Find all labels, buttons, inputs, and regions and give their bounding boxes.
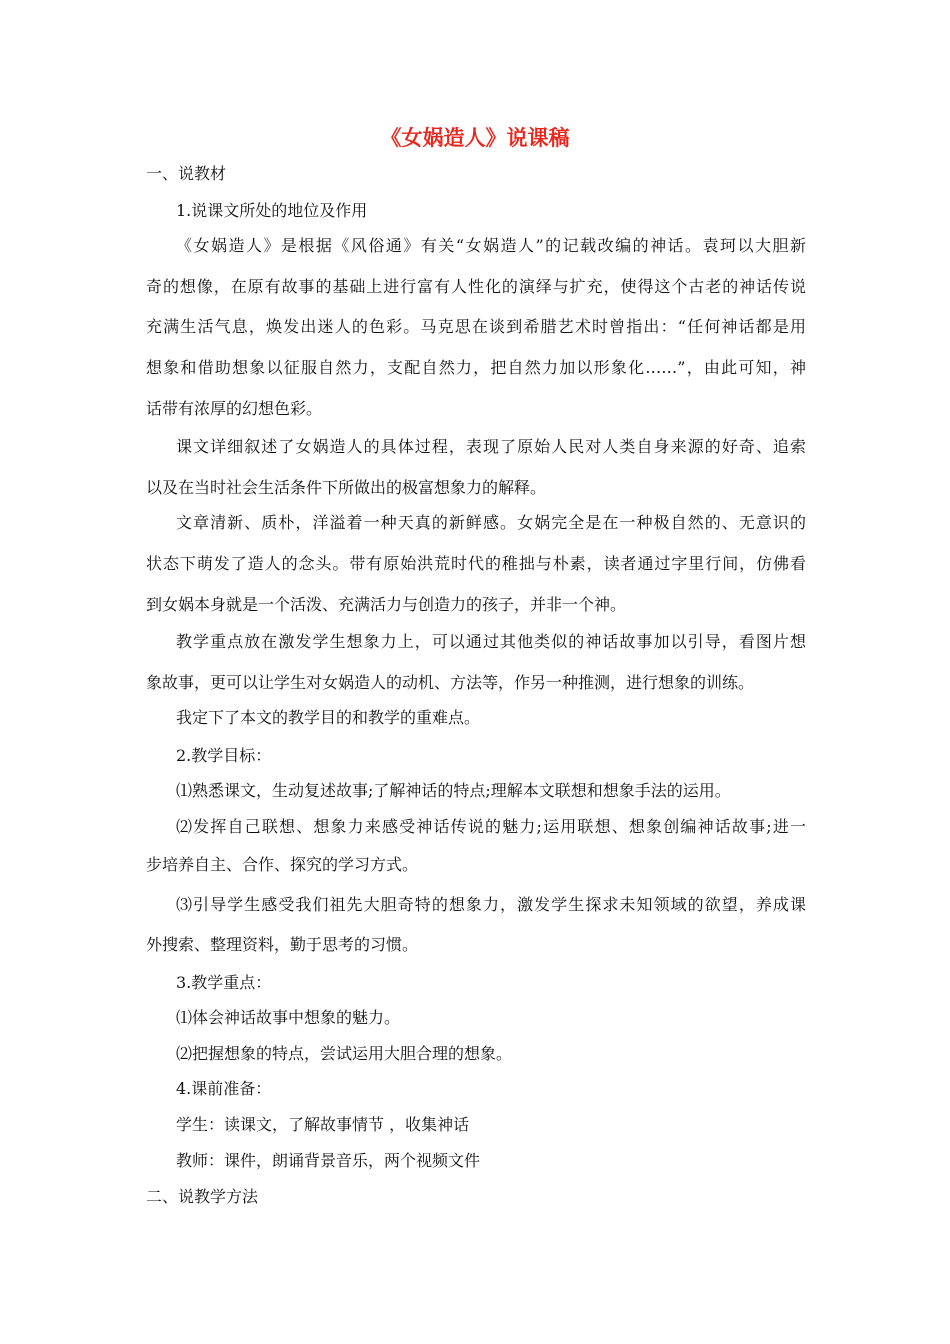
- subheading-preparation: 4.课前准备：: [176, 1079, 272, 1098]
- goal-item: ⑵发挥自己联想、想象力来感受神话传说的魅力;运用联想、想象创编神话故事;进一: [176, 817, 806, 836]
- paragraph-line: 文章清新、质朴，洋溢着一种天真的新鲜感。女娲完全是在一种极自然的、无意识的: [176, 513, 806, 532]
- goal-item: ⑴熟悉课文，生动复述故事;了解神话的特点;理解本文联想和想象手法的运用。: [176, 781, 731, 800]
- key-point-item: ⑴体会神话故事中想象的魅力。: [176, 1008, 401, 1027]
- goal-item: ⑶引导学生感受我们祖先大胆奇特的想象力，激发学生探求未知领域的欲望，养成课: [176, 895, 806, 914]
- paragraph-line: 想象和借助想象以征服自然力，支配自然力，把自然力加以形象化……”，由此可知，神: [146, 358, 806, 377]
- key-point-item: ⑵把握想象的特点，尝试运用大胆合理的想象。: [176, 1044, 513, 1063]
- page-title: 《女娲造人》说课稿: [380, 125, 570, 150]
- paragraph-line: 以及在当时社会生活条件下所做出的极富想象力的解释。: [146, 478, 547, 497]
- subheading-key-points: 3.教学重点：: [176, 973, 272, 992]
- prep-student: 学生：读课文，了解故事情节 ，收集神话: [176, 1115, 470, 1134]
- section-heading-1: 一、说教材: [146, 164, 227, 183]
- paragraph-line: 话带有浓厚的幻想色彩。: [146, 399, 323, 418]
- paragraph-line: 象故事，更可以让学生对女娲造人的动机、方法等，作另一种推测，进行想象的训练。: [146, 673, 755, 692]
- subheading-position: 1.说课文所处的地位及作用: [176, 201, 368, 220]
- paragraph-line: 充满生活气息，焕发出迷人的色彩。马克思在谈到希腊艺术时曾指出：“任何神话都是用: [146, 317, 806, 336]
- goal-item-continued: 步培养自主、合作、探究的学习方式。: [146, 855, 419, 874]
- section-heading-2: 二、说教学方法: [146, 1187, 259, 1206]
- paragraph-line: 教学重点放在激发学生想象力上，可以通过其他类似的神话故事加以引导，看图片想: [176, 632, 806, 651]
- paragraph-line: 《女娲造人》是根据《风俗通》有关“女娲造人”的记载改编的神话。袁珂以大胆新: [176, 236, 806, 255]
- prep-teacher: 教师：课件，朗诵背景音乐，两个视频文件: [176, 1151, 481, 1170]
- paragraph-line: 课文详细叙述了女娲造人的具体过程，表现了原始人民对人类自身来源的好奇、追索: [176, 437, 806, 456]
- goal-item-continued: 外搜索、整理资料，勤于思考的习惯。: [146, 935, 419, 954]
- subheading-goals: 2.教学目标：: [176, 746, 272, 765]
- paragraph-line: 奇的想像，在原有故事的基础上进行富有人性化的演绎与扩充，使得这个古老的神话传说: [146, 277, 806, 296]
- paragraph-line: 到女娲本身就是一个活泼、充满活力与创造力的孩子，并非一个神。: [146, 595, 627, 614]
- paragraph-line: 我定下了本文的教学目的和教学的重难点。: [176, 708, 481, 727]
- paragraph-line: 状态下萌发了造人的念头。带有原始洪荒时代的稚拙与朴素，读者通过字里行间，仿佛看: [146, 554, 806, 573]
